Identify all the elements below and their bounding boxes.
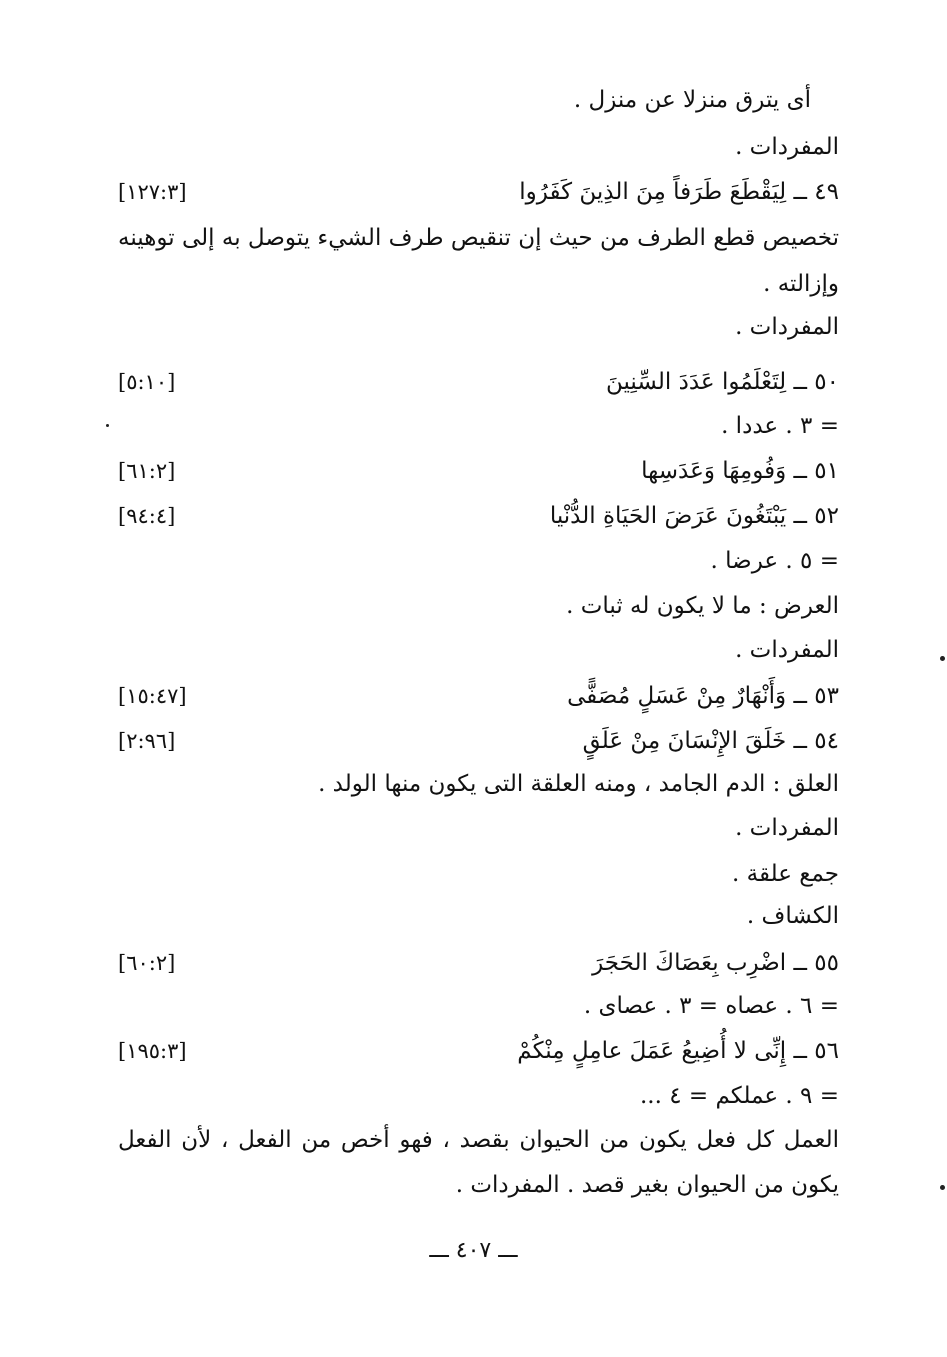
verse-reference: [١٢٧:٣] — [118, 180, 187, 204]
source-line: المفردات . — [735, 134, 839, 160]
verse-reference: [١٩٥:٣] — [118, 1039, 187, 1063]
verse-text: ٥٢ ــ يَبْتَغُونَ عَرَضَ الحَيَاةِ الدُّنْيا — [549, 503, 839, 529]
scan-speck — [940, 1185, 945, 1190]
verse-line-53 — [118, 680, 839, 712]
text-line: تخصيص قطع الطرف من حيث إن تنقيص طرف الشيء يتوصل به إلى توهينه — [118, 225, 839, 251]
text-line: جمع علقة . — [732, 861, 839, 887]
verse-text: ٥٠ ــ لِتَعْلَمُوا عَدَدَ السِّنِينَ — [605, 369, 839, 395]
text-line: وإزالته . — [763, 271, 839, 297]
page-number: ـــ ٤٠٧ ـــ — [429, 1238, 518, 1263]
source-line: المفردات . — [735, 815, 839, 841]
verse-line-55 — [118, 947, 839, 979]
verse-reference: [٦٠:٢] — [118, 951, 176, 975]
text-line: العرض : ما لا يكون له ثبات . — [566, 593, 839, 619]
verse-text: ٥١ ــ وَفُومِهَا وَعَدَسِها — [641, 458, 839, 484]
verse-line-54 — [118, 725, 839, 757]
verse-reference: [٩٤:٤] — [118, 504, 176, 528]
verse-text: ٥٣ ــ وَأَنْهَارٌ مِنْ عَسَلٍ مُصَفًّى — [567, 683, 839, 709]
verse-line-56 — [118, 1035, 839, 1067]
scan-speck — [106, 424, 109, 427]
text-line: = ٣ . عددا . — [721, 413, 839, 439]
text-line: = ٦ . عصاه = ٣ . عصاى . — [583, 993, 839, 1019]
source-line: الكشاف . — [746, 903, 839, 929]
source-line: المفردات . — [735, 637, 839, 663]
verse-text: ٥٥ ــ اضْرِب بِعَصَاكَ الحَجَرَ — [592, 950, 839, 976]
verse-reference: [٢:٩٦] — [118, 729, 176, 753]
verse-text: ٥٤ ــ خَلَقَ الإِنْسَانَ مِنْ عَلَقٍ — [582, 728, 839, 754]
verse-reference: [٦١:٢] — [118, 459, 176, 483]
text-line: العمل كل فعل يكون من الحيوان بقصد ، فهو أخص من الفعل ، لأن الفعل — [118, 1127, 839, 1153]
text-line: العلق : الدم الجامد ، ومنه العلقة التى يكون منها الولد . — [318, 771, 839, 797]
verse-text: ٤٩ ــ لِيَقْطَعَ طَرَفاً مِنَ الذِينَ كَفَرُوا — [519, 179, 839, 205]
text-line: = ٩ . عملكم = ٤ ... — [639, 1083, 839, 1109]
verse-line-49 — [118, 176, 839, 208]
scan-speck — [940, 656, 945, 661]
verse-reference: [١٥:٤٧] — [118, 684, 187, 708]
verse-line-50 — [118, 366, 839, 398]
text-line: = ٥ . عرضا . — [710, 548, 839, 574]
text-line: يكون من الحيوان بغير قصد . المفردات . — [455, 1172, 839, 1198]
verse-line-52 — [118, 500, 839, 532]
verse-text: ٥٦ ــ إِنِّى لا أُضِيعُ عَمَلَ عامِلٍ مِنْكُمْ — [517, 1038, 839, 1064]
source-line: المفردات . — [735, 314, 839, 340]
text-line: أى يترق منزلا عن منزل . — [573, 87, 811, 113]
verse-line-51 — [118, 455, 839, 487]
verse-reference: [٥:١٠] — [118, 370, 176, 394]
